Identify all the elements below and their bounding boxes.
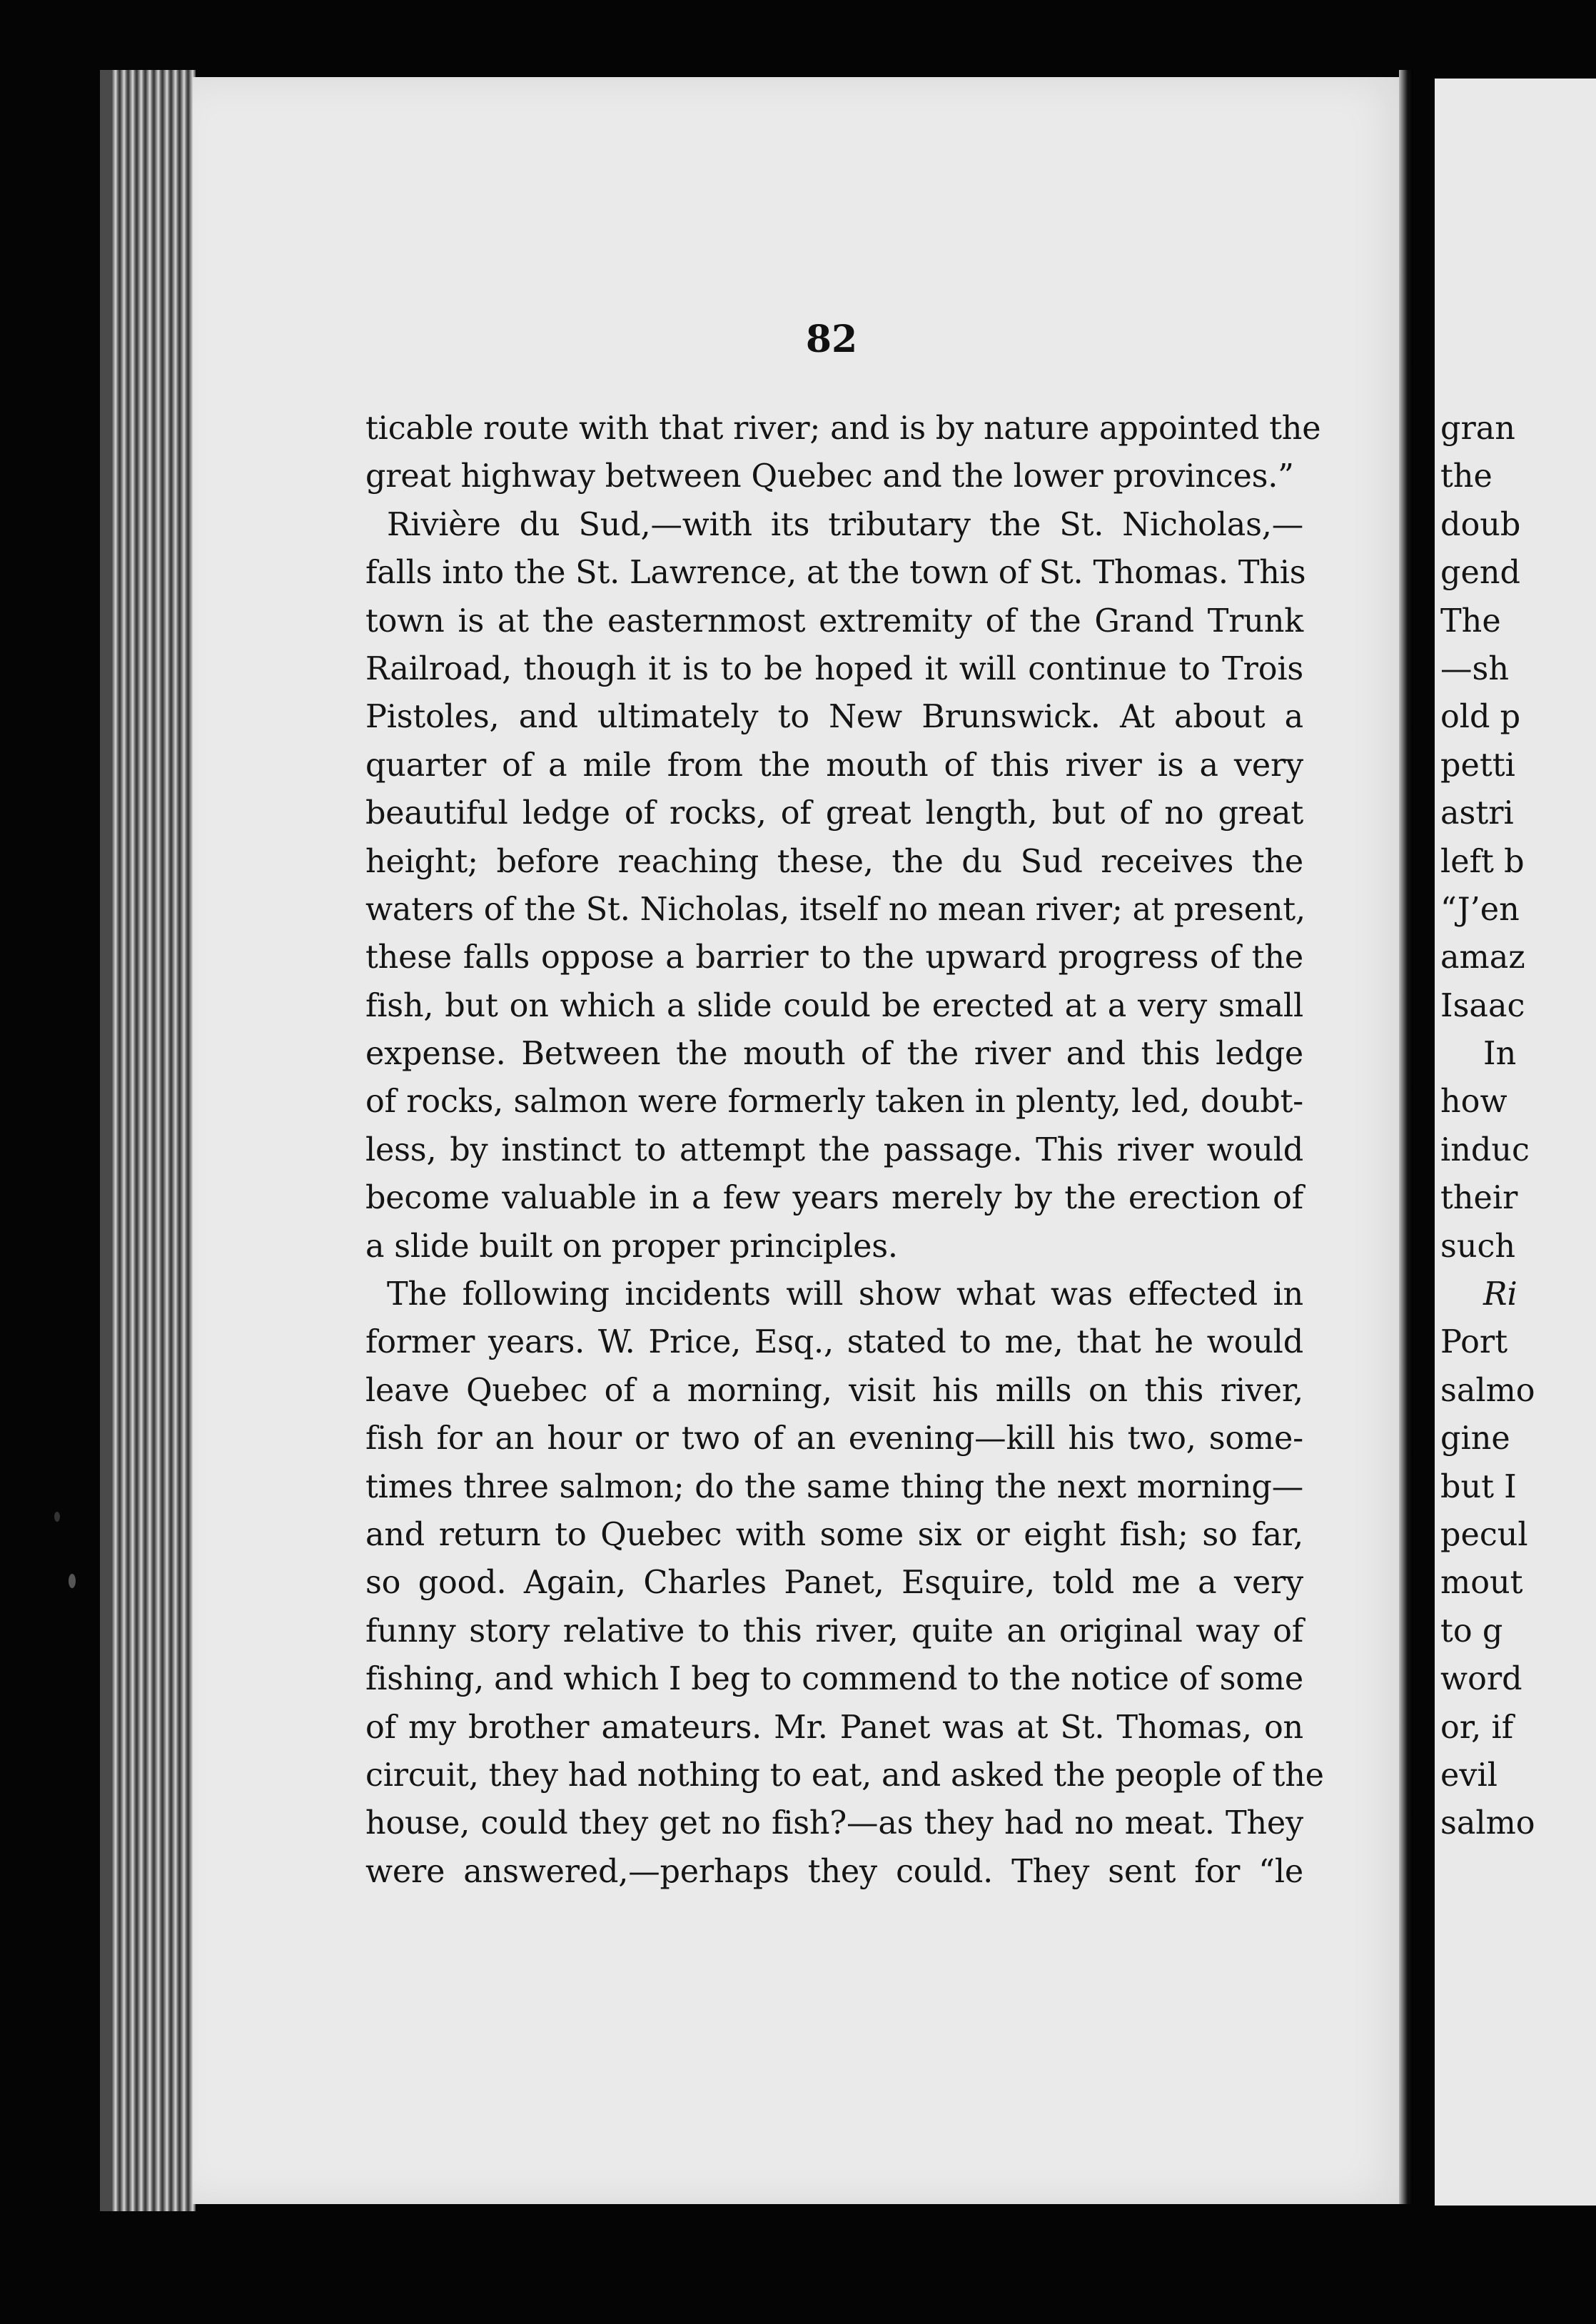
- text-line: Rivière du Sud,—with its tributary the St. Nicholas,—: [387, 506, 1303, 543]
- text-line-fragment: the: [1440, 458, 1493, 495]
- text-line: of my brother amateurs. Mr. Panet was at St. Thomas, on: [365, 1709, 1303, 1746]
- text-line: town is at the easternmost extremity of the Grand Trunk: [365, 602, 1303, 640]
- text-line: and return to Quebec with some six or eight fish; so far,: [365, 1516, 1303, 1553]
- left-page-text: [365, 405, 1324, 1896]
- text-line-fragment: astri: [1440, 795, 1514, 832]
- text-line-fragment: but I: [1440, 1468, 1517, 1505]
- text-line-fragment: doub: [1440, 506, 1521, 543]
- text-line-fragment: amaz: [1440, 939, 1525, 976]
- text-line: great highway between Quebec and the lower provinces.”: [365, 458, 1294, 495]
- text-line: quarter of a mile from the mouth of this river is a very: [365, 747, 1303, 784]
- text-line: leave Quebec of a morning, visit his mills on this river,: [365, 1372, 1303, 1409]
- text-line-fragment: salmo: [1440, 1805, 1535, 1842]
- text-line: were answered,—perhaps they could. They sent for “le: [365, 1853, 1303, 1890]
- page-number: 82: [805, 318, 858, 361]
- page-edges: [111, 70, 196, 2211]
- text-line: a slide built on proper principles.: [365, 1228, 898, 1265]
- text-line-fragment: gend: [1440, 555, 1520, 592]
- text-line-fragment: —sh: [1440, 650, 1509, 687]
- book-gutter: [1399, 70, 1413, 2204]
- text-line: fish for an hour or two of an evening—kill his two, some-: [365, 1420, 1303, 1457]
- text-line: falls into the St. Lawrence, at the town of St. Thomas. This: [365, 555, 1306, 592]
- text-line: expense. Between the mouth of the river and this ledge: [365, 1036, 1303, 1073]
- text-line-fragment: “J’en: [1440, 891, 1520, 928]
- text-line: so good. Again, Charles Panet, Esquire, told me a very: [365, 1565, 1303, 1602]
- text-line-fragment: induc: [1440, 1131, 1530, 1168]
- scan-speck: [54, 1512, 60, 1522]
- text-line: funny story relative to this river, quite an original way of: [365, 1612, 1303, 1649]
- text-line-fragment: salmo: [1440, 1372, 1535, 1409]
- text-line: Pistoles, and ultimately to New Brunswick. At about a: [365, 699, 1303, 736]
- text-line: less, by instinct to attempt the passage. This river would: [365, 1131, 1303, 1168]
- text-line: fishing, and which I beg to commend to the notice of some: [365, 1661, 1303, 1698]
- text-line: ticable route with that river; and is by nature appointed the: [365, 410, 1321, 447]
- text-line-fragment: Ri: [1483, 1276, 1517, 1313]
- text-line-fragment: gine: [1440, 1420, 1510, 1457]
- text-line-fragment: to g: [1440, 1612, 1503, 1649]
- text-line: of rocks, salmon were formerly taken in plenty, led, doubt-: [365, 1083, 1303, 1121]
- text-line: circuit, they had nothing to eat, and asked the people of the: [365, 1757, 1324, 1794]
- text-line-fragment: mout: [1440, 1565, 1523, 1602]
- text-line-fragment: gran: [1440, 410, 1515, 447]
- text-line-fragment: Isaac: [1440, 987, 1525, 1024]
- text-line: former years. W. Price, Esq., stated to me, that he would: [365, 1324, 1303, 1361]
- text-line-fragment: old p: [1440, 699, 1521, 736]
- text-line-fragment: pecul: [1440, 1516, 1528, 1553]
- text-line-fragment: such: [1440, 1228, 1516, 1265]
- text-line-fragment: evil: [1440, 1757, 1497, 1794]
- text-line: become valuable in a few years merely by the erection of: [365, 1180, 1303, 1217]
- right-page-text: [1440, 405, 1596, 1848]
- text-line-fragment: word: [1440, 1661, 1522, 1698]
- text-line-fragment: left b: [1440, 843, 1525, 880]
- text-line: times three salmon; do the same thing the next morning—: [365, 1468, 1303, 1505]
- text-line-fragment: petti: [1440, 747, 1515, 784]
- text-line-fragment: how: [1440, 1083, 1507, 1121]
- text-line-fragment: Port: [1440, 1324, 1508, 1361]
- text-line: house, could they get no fish?—as they had no meat. They: [365, 1805, 1303, 1842]
- text-line-fragment: In: [1483, 1036, 1517, 1073]
- text-line: Railroad, though it is to be hoped it will continue to Trois: [365, 650, 1303, 687]
- text-line: beautiful ledge of rocks, of great length, but of no great: [365, 795, 1303, 832]
- text-line-fragment: The: [1440, 602, 1501, 640]
- text-line: fish, but on which a slide could be erected at a very small: [365, 987, 1303, 1024]
- text-line: these falls oppose a barrier to the upward progress of the: [365, 939, 1303, 976]
- text-line: The following incidents will show what was effected in: [387, 1276, 1303, 1313]
- scan-speck: [69, 1574, 76, 1588]
- text-line-fragment: their: [1440, 1180, 1518, 1217]
- text-line: height; before reaching these, the du Sud receives the: [365, 843, 1303, 880]
- text-line: waters of the St. Nicholas, itself no mean river; at present,: [365, 891, 1305, 928]
- text-line-fragment: or, if: [1440, 1709, 1514, 1746]
